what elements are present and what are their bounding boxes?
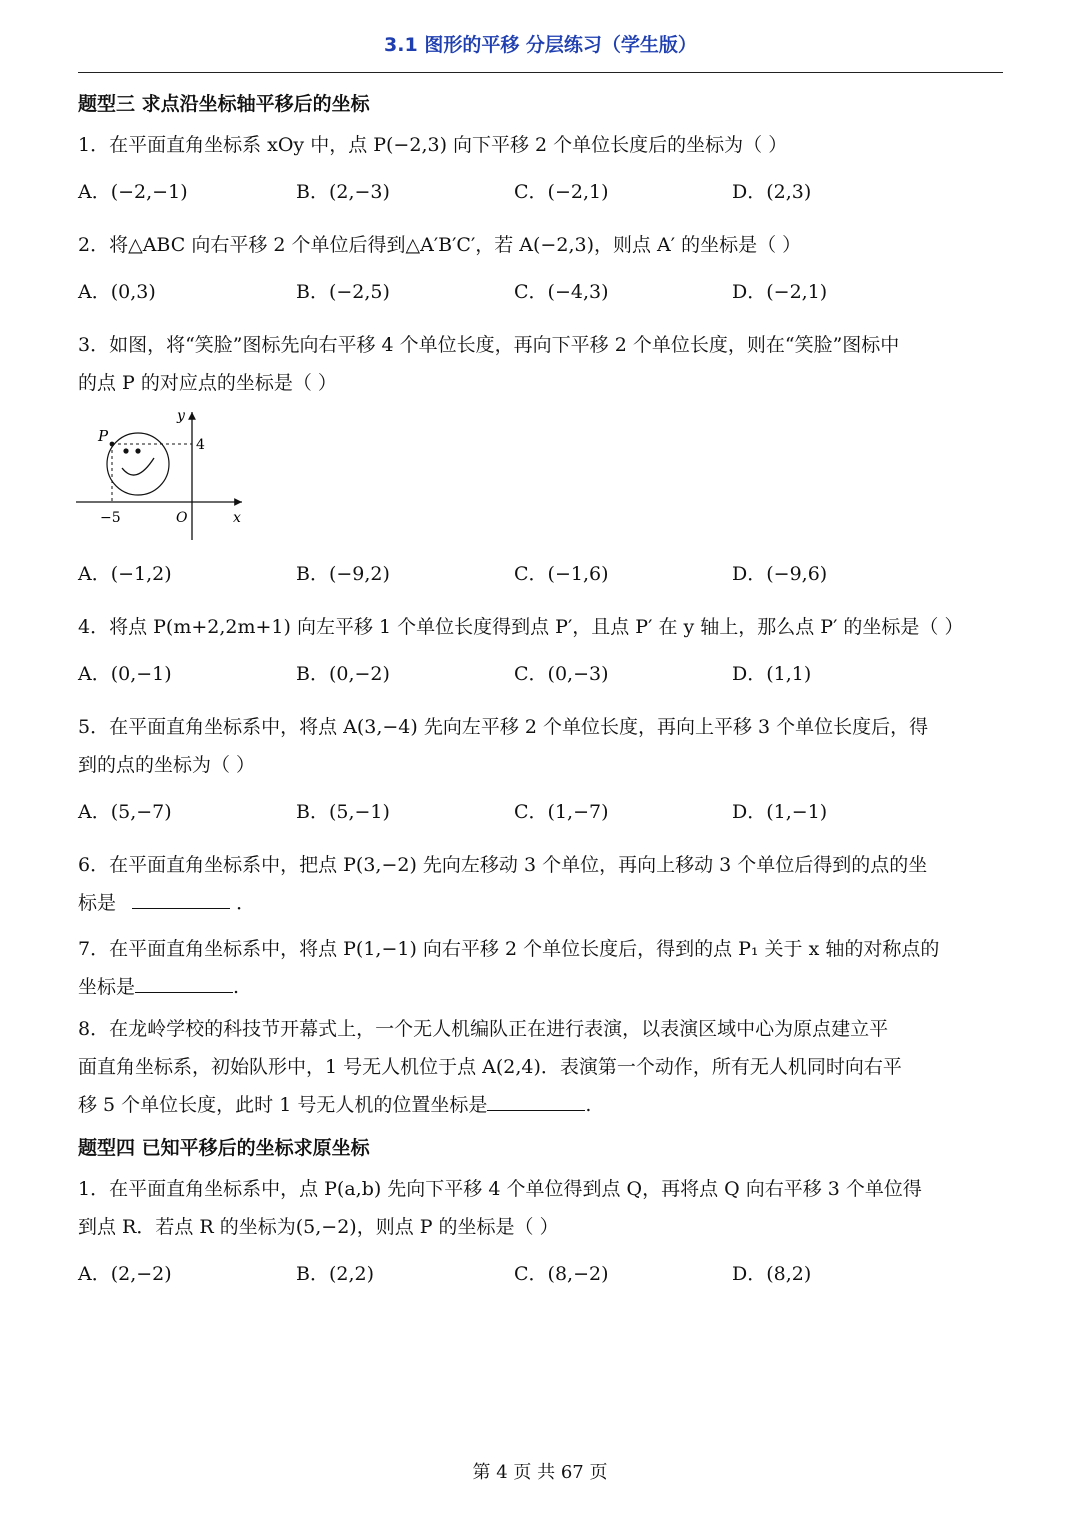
option-a[interactable]: A．(0,−1) — [78, 663, 172, 685]
label-4: 4 — [196, 437, 205, 453]
option-b[interactable]: B．(5,−1) — [296, 801, 390, 823]
option-d[interactable]: D．(1,1) — [732, 663, 812, 685]
smiley-eye-right — [135, 448, 140, 453]
question-3-4: 4．将点 P(m+2,2m+1) 向左平移 1 个单位长度得到点 P′，且点 P′ 在 y 轴上，那么点 P′ 的坐标是（ ） — [78, 616, 964, 638]
option-a[interactable]: A．(5,−7) — [78, 801, 172, 823]
options-3-3 — [78, 552, 1003, 596]
label-o: O — [176, 510, 188, 526]
question-3-5-line2: 到的点的坐标为（ ） — [78, 754, 256, 776]
options-3-2 — [78, 270, 1003, 314]
question-3-6 — [78, 846, 1003, 922]
option-a[interactable]: A．(−2,−1) — [78, 181, 188, 203]
label-y: y — [177, 408, 185, 424]
option-a[interactable]: A．(2,−2) — [78, 1263, 172, 1285]
question-3-6-prefix: 标是 — [78, 892, 117, 914]
question-3-3 — [78, 326, 1003, 402]
smiley-coordinate-diagram — [74, 406, 254, 546]
options-3-1 — [78, 170, 1003, 214]
question-3-2: 2．将△ABC 向右平移 2 个单位后得到△A′B′C′，若 A(−2,3)，则点 A′ 的坐标是（ ） — [78, 234, 802, 256]
option-b[interactable]: B．(−2,5) — [296, 281, 390, 303]
question-3-7-line1: 7．在平面直角坐标系中，将点 P(1,−1) 向右平移 2 个单位长度后，得到的点 P₁ 关于 x 轴的对称点的 — [78, 938, 940, 960]
option-b[interactable]: B．(0,−2) — [296, 663, 390, 685]
option-c[interactable]: C．(−2,1) — [514, 181, 609, 203]
smiley-figure — [74, 406, 254, 546]
question-3-8-prefix: 移 5 个单位长度，此时 1 号无人机的位置坐标是 — [78, 1094, 488, 1116]
question-4-1-line2: 到点 R．若点 R 的坐标为(5,−2)，则点 P 的坐标是（ ） — [78, 1216, 559, 1238]
answer-blank[interactable] — [135, 972, 233, 993]
option-a[interactable]: A．(−1,2) — [78, 563, 172, 585]
option-c[interactable]: C．(1,−7) — [514, 801, 609, 823]
option-d[interactable]: D．(−2,1) — [732, 281, 828, 303]
label-x: x — [233, 510, 241, 526]
document-body — [78, 80, 1003, 1296]
question-3-1: 1．在平面直角坐标系 xOy 中，点 P(−2,3) 向下平移 2 个单位长度后的坐标为（ ） — [78, 134, 788, 156]
options-3-5 — [78, 790, 1003, 834]
option-c[interactable]: C．(−4,3) — [514, 281, 609, 303]
label-p: P — [98, 427, 109, 445]
question-4-1 — [78, 1170, 1003, 1246]
question-3-6-suffix: ． — [236, 892, 256, 914]
options-4-1 — [78, 1252, 1003, 1296]
question-3-7 — [78, 930, 1003, 1006]
section-title-3: 题型三 求点沿坐标轴平移后的坐标 — [78, 93, 370, 115]
options-3-4 — [78, 652, 1003, 696]
question-3-7-line2 — [78, 968, 1003, 1006]
question-3-6-line2 — [78, 884, 1003, 922]
option-c[interactable]: C．(−1,6) — [514, 563, 609, 585]
option-c[interactable]: C．(0,−3) — [514, 663, 609, 685]
question-3-5-line1: 5．在平面直角坐标系中，将点 A(3,−4) 先向左平移 2 个单位长度，再向上平移 3 个单位长度后，得 — [78, 716, 929, 738]
option-a[interactable]: A．(0,3) — [78, 281, 156, 303]
option-c[interactable]: C．(8,−2) — [514, 1263, 609, 1285]
option-d[interactable]: D．(2,3) — [732, 181, 812, 203]
section-title-4: 题型四 已知平移后的坐标求原坐标 — [78, 1137, 370, 1159]
option-d[interactable]: D．(8,2) — [732, 1263, 812, 1285]
question-3-3-line2: 的点 P 的对应点的坐标是（ ） — [78, 372, 337, 394]
smiley-eye-left — [123, 448, 128, 453]
page-footer: 第 4 页 共 67 页 — [472, 1462, 608, 1483]
question-3-8-line2: 面直角坐标系，初始队形中，1 号无人机位于点 A(2,4)．表演第一个动作，所有无人机同时向右平 — [78, 1056, 902, 1078]
page-title: 3.1 图形的平移 分层练习（学生版） — [384, 34, 697, 56]
smiley-mouth — [122, 458, 154, 475]
question-3-8 — [78, 1010, 1003, 1124]
answer-blank[interactable] — [132, 888, 230, 909]
question-3-7-suffix: . — [233, 976, 240, 998]
option-b[interactable]: B．(−9,2) — [296, 563, 390, 585]
question-3-7-prefix: 坐标是 — [78, 976, 136, 998]
option-d[interactable]: D．(−9,6) — [732, 563, 828, 585]
question-3-6-line1: 6．在平面直角坐标系中，把点 P(3,−2) 先向左移动 3 个单位，再向上移动 3 个单位后得到的点的坐 — [78, 854, 928, 876]
question-3-3-line1: 3．如图，将“笑脸”图标先向右平移 4 个单位长度，再向下平移 2 个单位长度，则在“笑脸”图标中 — [78, 334, 900, 356]
question-4-1-line1: 1．在平面直角坐标系中，点 P(a,b) 先向下平移 4 个单位得到点 Q，再将点 Q 向右平移 3 个单位得 — [78, 1178, 922, 1200]
option-b[interactable]: B．(2,−3) — [296, 181, 390, 203]
page-header — [78, 28, 1003, 73]
answer-blank[interactable] — [487, 1090, 585, 1111]
question-3-8-suffix: . — [585, 1094, 592, 1116]
question-3-8-line1: 8．在龙岭学校的科技节开幕式上，一个无人机编队正在进行表演，以表演区域中心为原点建立平 — [78, 1018, 889, 1040]
label-neg5: −5 — [100, 510, 121, 526]
option-d[interactable]: D．(1,−1) — [732, 801, 828, 823]
question-3-8-line3 — [78, 1086, 1003, 1124]
question-3-5 — [78, 708, 1003, 784]
option-b[interactable]: B．(2,2) — [296, 1263, 375, 1285]
smiley-face — [107, 433, 169, 495]
